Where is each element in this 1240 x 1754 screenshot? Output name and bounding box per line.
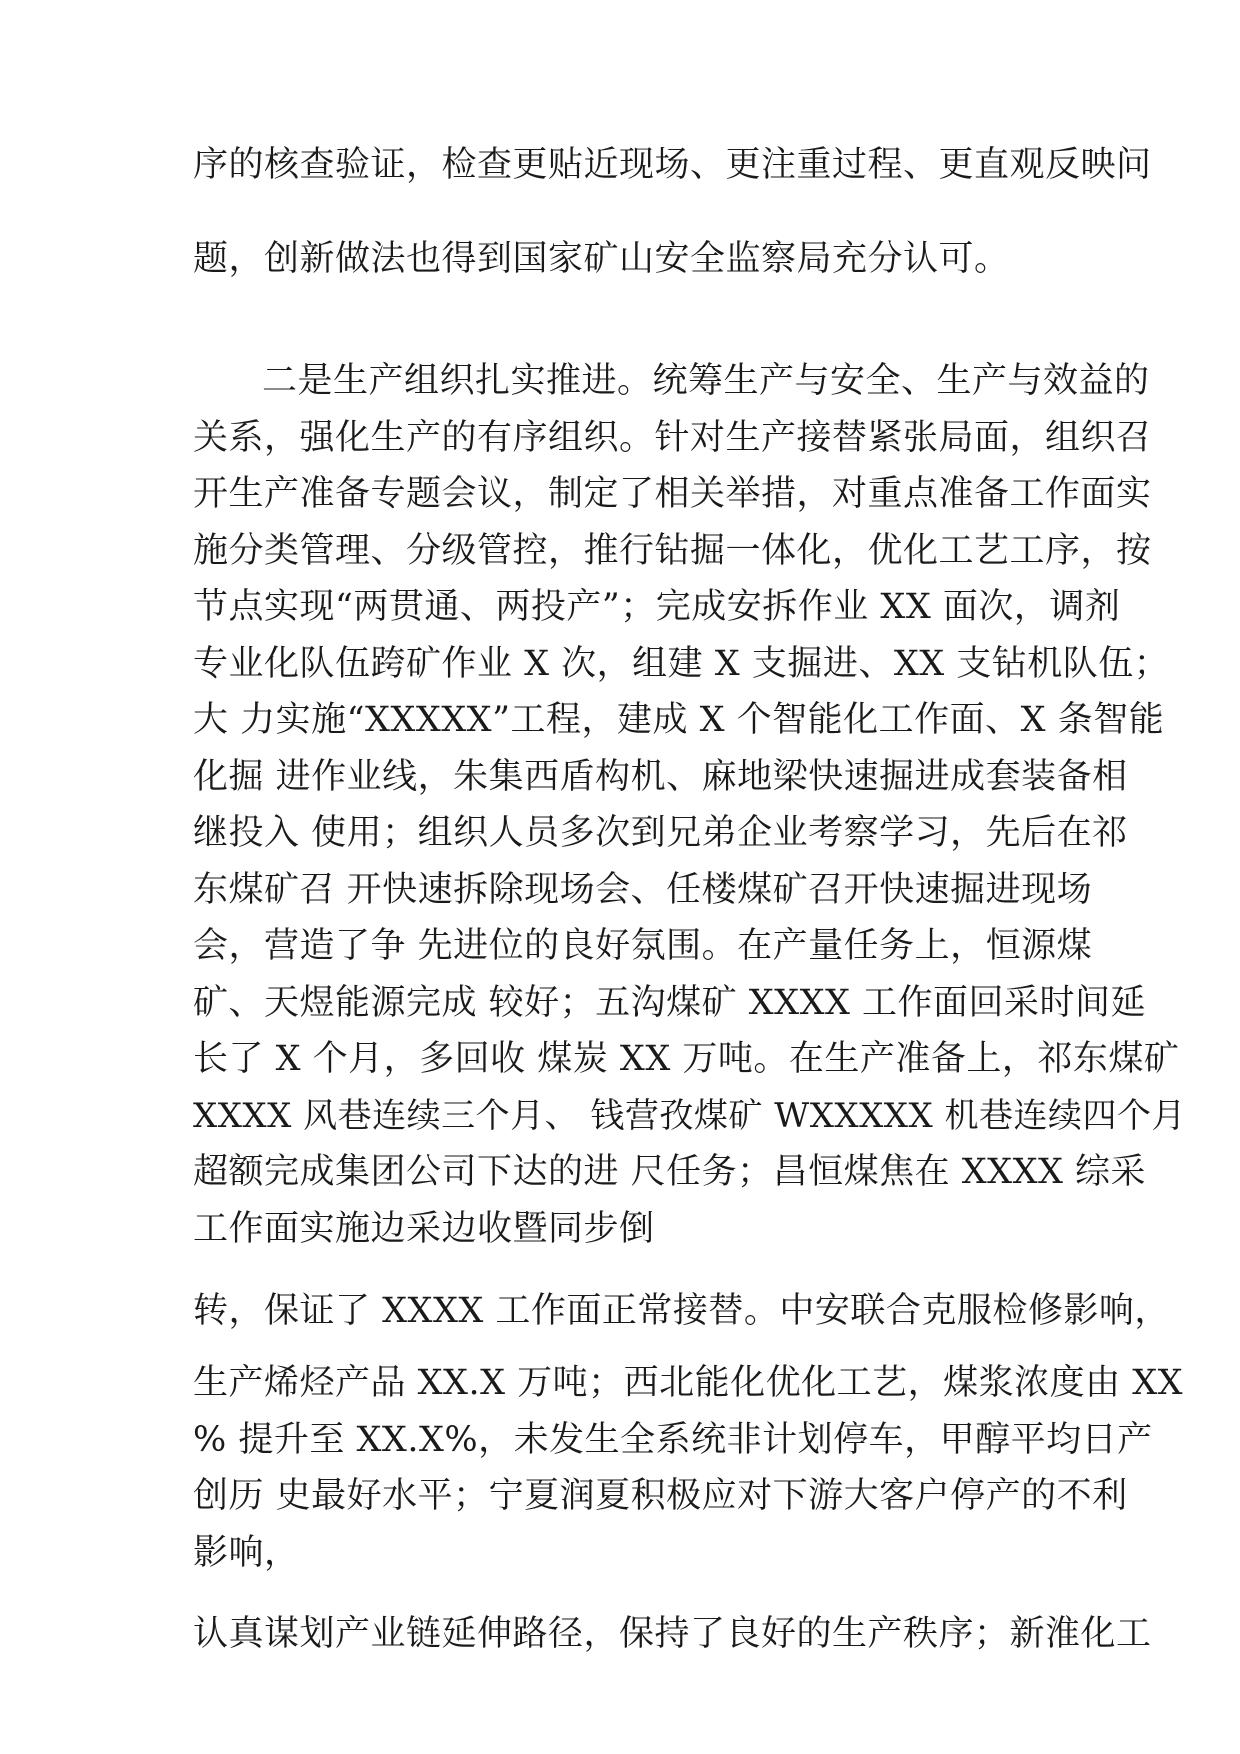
text-line: 工作面实施边采边收暨同步倒 xyxy=(193,1209,655,1249)
text-line: 生产烯烃产品 XX.X 万吨；西北能化优化工艺，煤浆浓度由 XX xyxy=(193,1363,1184,1403)
text-line: 东煤矿召 开快速拆除现场会、任楼煤矿召开快速掘进现场 xyxy=(193,870,1093,910)
text-line: 超额完成集团公司下达的进 尺任务；昌恒煤焦在 XXXX 综采 xyxy=(193,1152,1147,1192)
text-line: % 提升至 XX.X%，未发生全系统非计划停车，甲醇平均日产 xyxy=(193,1420,1153,1460)
text-line: 继投入 使用；组织人员多次到兄弟企业考察学习，先后在祁 xyxy=(193,813,1128,853)
text-line: 会，营造了争 先进位的良好氛围。在产量任务上，恒源煤 xyxy=(193,926,1093,966)
text-line: 施分类管理、分级管控，推行钻掘一体化，优化工艺工序，按 xyxy=(193,531,1152,571)
text-line: 认真谋划产业链延伸路径，保持了良好的生产秩序；新淮化工 xyxy=(193,1614,1152,1654)
text-line: 矿、天煜能源完成 较好；五沟煤矿 XXXX 工作面回采时间延 xyxy=(193,983,1147,1023)
text-line: 化掘 进作业线，朱集西盾构机、麻地梁快速掘进成套装备相 xyxy=(193,757,1128,797)
text-line: 大 力实施“XXXXX”工程，建成 X 个智能化工作面、X 条智能 xyxy=(193,700,1165,740)
text-line: 关系，强化生产的有序组织。针对生产接替紧张局面，组织召 xyxy=(193,418,1152,458)
text-line: XXXX 风巷连续三个月、 钱营孜煤矿 WXXXXX 机巷连续四个月 xyxy=(193,1096,1187,1136)
text-line: 创历 史最好水平；宁夏润夏积极应对下游大客户停产的不利 xyxy=(193,1476,1128,1516)
text-line: 开生产准备专题会议，制定了相关举措，对重点准备工作面实 xyxy=(193,474,1152,514)
text-line: 题，创新做法也得到国家矿山安全监察局充分认可。 xyxy=(193,239,1010,279)
paragraph-start-line: 二是生产组织扎实推进。统筹生产与安全、生产与效益的 xyxy=(262,361,1150,401)
text-line: 专业化队伍跨矿作业 X 次，组建 X 支掘进、XX 支钻机队伍； xyxy=(193,644,1170,684)
text-line: 节点实现“两贯通、两投产”；完成安拆作业 XX 面次，调剂 xyxy=(193,587,1121,627)
text-line: 序的核查验证，检查更贴近现场、更注重过程、更直观反映问 xyxy=(193,145,1152,185)
text-line: 影响， xyxy=(193,1533,300,1573)
text-line: 长了 X 个月，多回收 煤炭 XX 万吨。在生产准备上，祁东煤矿 xyxy=(193,1039,1180,1079)
text-line: 转，保证了 XXXX 工作面正常接替。中安联合克服检修影响， xyxy=(193,1291,1170,1331)
